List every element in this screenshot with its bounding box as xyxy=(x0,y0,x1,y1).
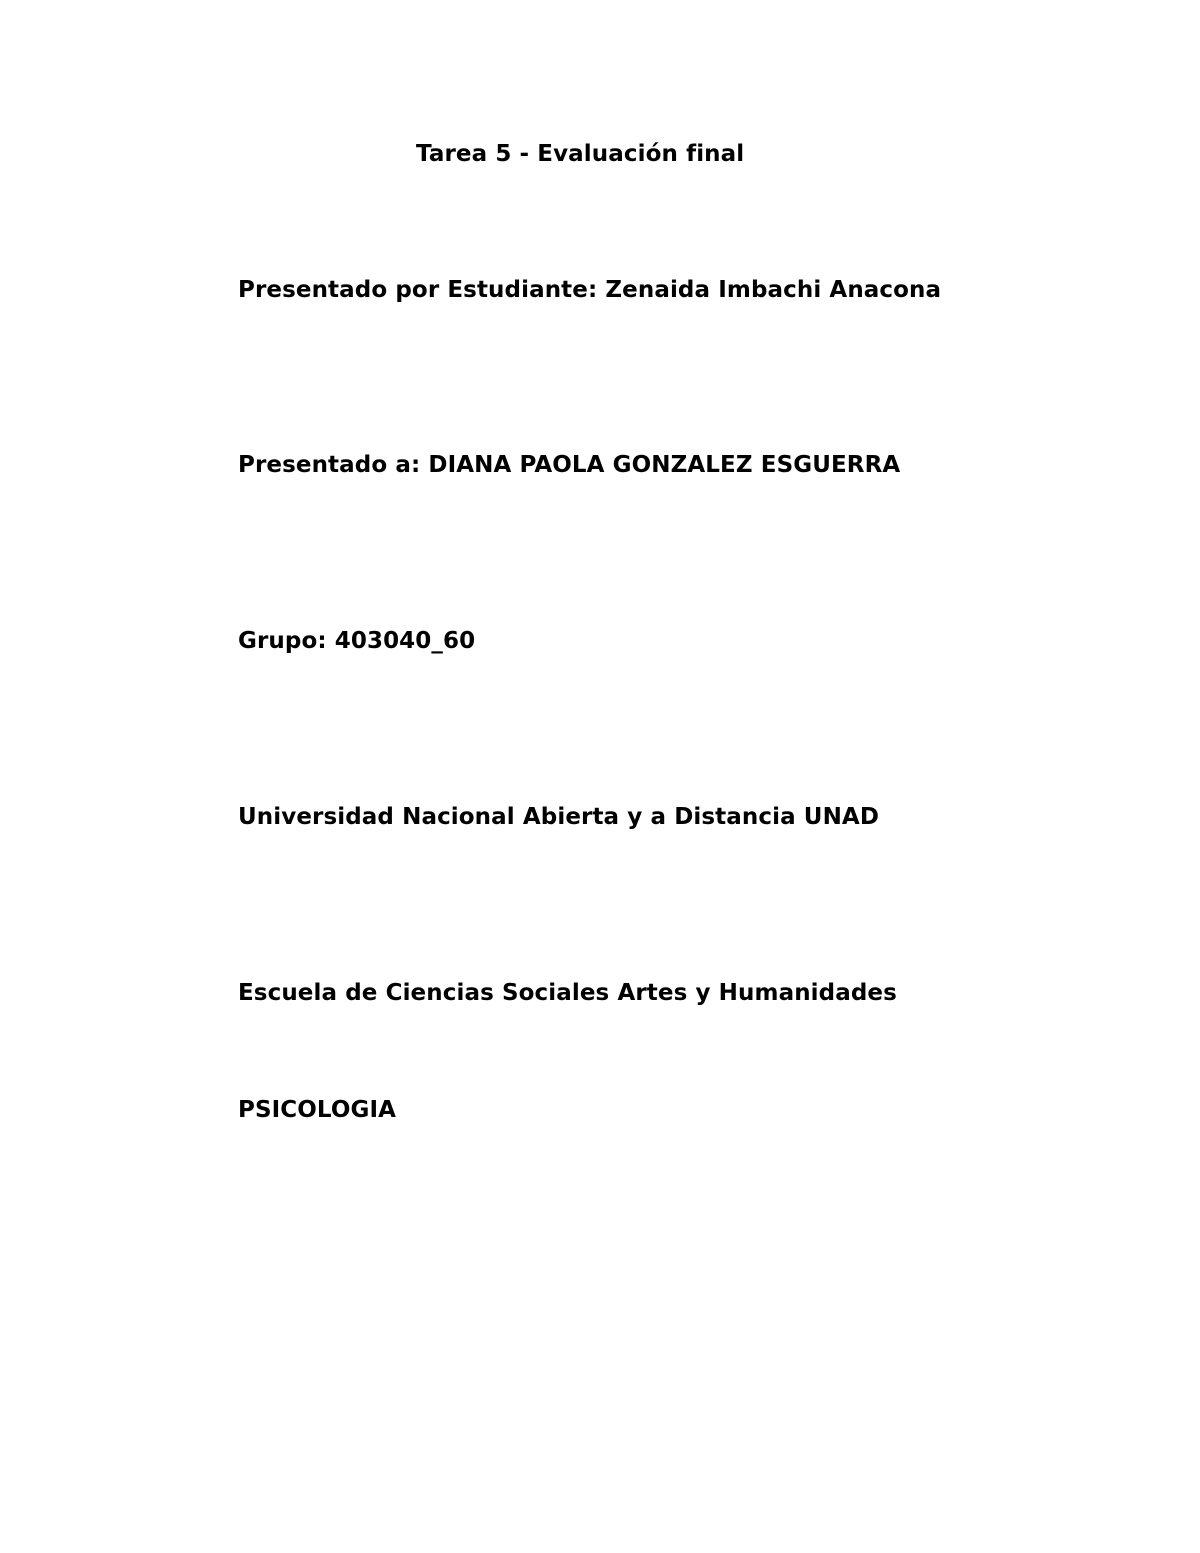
student-line: Presentado por Estudiante: Zenaida Imbachi Anacona xyxy=(238,277,942,303)
university-line: Universidad Nacional Abierta y a Distancia UNAD xyxy=(238,804,880,830)
group-line: Grupo: 403040_60 xyxy=(238,628,476,654)
school-line: Escuela de Ciencias Sociales Artes y Humanidades xyxy=(238,980,897,1006)
presented-to-line: Presentado a: DIANA PAOLA GONZALEZ ESGUERRA xyxy=(238,452,901,478)
program-line: PSICOLOGIA xyxy=(238,1097,397,1123)
document-title: Tarea 5 - Evaluación final xyxy=(416,141,745,167)
